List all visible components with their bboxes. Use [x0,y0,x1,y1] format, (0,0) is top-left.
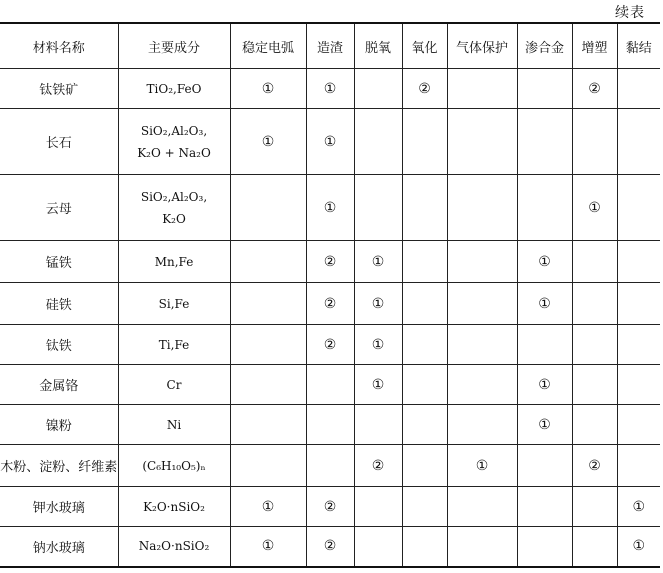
function-mark-cell [447,405,517,445]
components-cell [118,109,230,175]
function-mark-cell [402,365,447,405]
function-mark-cell [517,325,572,365]
component-line: Ti,Fe [158,337,190,352]
function-mark-cell [230,405,306,445]
components-cell [118,325,230,365]
table-row [0,445,660,487]
function-mark-cell: ① [306,175,354,241]
component-line: K₂O [162,211,186,226]
function-mark-cell: ① [517,283,572,325]
function-mark-cell [354,487,402,527]
function-mark-cell: ① [230,69,306,109]
material-name-cell: 钛铁矿 [0,69,118,109]
function-mark-cell: ① [306,109,354,175]
function-mark-cell [447,365,517,405]
material-name-cell: 云母 [0,175,118,241]
function-mark-cell [402,487,447,527]
function-mark-cell: ① [447,445,517,487]
function-mark-cell: ② [306,283,354,325]
table-row [0,405,660,445]
function-mark-cell: ① [517,405,572,445]
function-mark-cell [517,109,572,175]
function-mark-cell: ① [354,283,402,325]
component-line: K₂O + Na₂O [137,145,211,160]
function-mark-cell [617,325,660,365]
table-row [0,365,660,405]
function-mark-cell [230,241,306,283]
function-mark-cell [617,241,660,283]
function-mark-cell [402,241,447,283]
function-mark-cell [517,175,572,241]
function-mark-cell [572,527,617,567]
function-mark-cell: ① [230,527,306,567]
function-mark-cell [230,175,306,241]
table-row [0,175,660,241]
component-line: K₂O·nSiO₂ [143,499,205,514]
function-mark-cell [617,405,660,445]
function-mark-cell [447,527,517,567]
function-mark-cell: ② [306,325,354,365]
function-mark-cell: ② [306,487,354,527]
header-alloying: 渗合金 [517,23,572,69]
function-mark-cell [354,109,402,175]
material-name-cell: 金属铬 [0,365,118,405]
function-mark-cell [354,69,402,109]
material-name-cell: 钠水玻璃 [0,527,118,567]
header-material-name: 材料名称 [0,23,118,69]
components-cell [118,445,230,487]
material-name-cell: 锰铁 [0,241,118,283]
header-binding: 黏结 [617,23,660,69]
function-mark-cell [617,175,660,241]
header-deoxidation: 脱氧 [354,23,402,69]
component-line: TiO₂,FeO [146,81,202,96]
function-mark-cell [230,445,306,487]
components-cell [118,487,230,527]
function-mark-cell [447,283,517,325]
function-mark-cell [572,405,617,445]
function-mark-cell: ① [354,241,402,283]
table-caption: 续表 [615,5,645,21]
component-line: Mn,Fe [154,254,194,269]
header-slag-forming: 造渣 [306,23,354,69]
function-mark-cell [354,175,402,241]
function-mark-cell [306,365,354,405]
function-mark-cell [447,325,517,365]
component-line: Ni [166,417,182,432]
function-mark-cell: ② [354,445,402,487]
material-name-cell: 长石 [0,109,118,175]
function-mark-cell [402,527,447,567]
function-mark-cell: ① [306,69,354,109]
table-row [0,69,660,109]
header-stabilize-arc: 稳定电弧 [230,23,306,69]
function-mark-cell [230,283,306,325]
components-cell [118,283,230,325]
header-plasticizing: 增塑 [572,23,617,69]
function-mark-cell: ② [572,445,617,487]
function-mark-cell: ② [306,241,354,283]
function-mark-cell [572,283,617,325]
table-body [0,69,660,567]
function-mark-cell [572,241,617,283]
function-mark-cell: ① [572,175,617,241]
function-mark-cell [306,405,354,445]
function-mark-cell [572,109,617,175]
component-line: Na₂O·nSiO₂ [138,539,210,554]
function-mark-cell [517,487,572,527]
material-name-cell: 钛铁 [0,325,118,365]
materials-table [0,22,660,568]
function-mark-cell [354,405,402,445]
function-mark-cell: ① [230,109,306,175]
header-oxidation: 氧化 [402,23,447,69]
function-mark-cell [572,325,617,365]
material-name-cell: 钾水玻璃 [0,487,118,527]
function-mark-cell [617,69,660,109]
function-mark-cell [402,445,447,487]
material-name-cell: 硅铁 [0,283,118,325]
table-row [0,527,660,567]
function-mark-cell: ① [354,325,402,365]
components-cell [118,69,230,109]
function-mark-cell [617,109,660,175]
function-mark-cell [617,445,660,487]
function-mark-cell [572,487,617,527]
header-gas-shielding: 气体保护 [447,23,517,69]
function-mark-cell [402,175,447,241]
function-mark-cell [230,325,306,365]
function-mark-cell: ① [517,365,572,405]
components-cell [118,527,230,567]
function-mark-cell [354,527,402,567]
header-main-components: 主要成分 [118,23,230,69]
table-row [0,487,660,527]
function-mark-cell [572,365,617,405]
function-mark-cell: ① [354,365,402,405]
function-mark-cell [402,405,447,445]
material-name-cell: 木粉、淀粉、纤维素 [0,445,118,487]
function-mark-cell: ② [306,527,354,567]
function-mark-cell [447,487,517,527]
function-mark-cell: ① [617,487,660,527]
function-mark-cell: ② [402,69,447,109]
component-line: SiO₂,Al₂O₃, [140,123,208,138]
component-line: (C₆H₁₀O₅)ₙ [142,458,206,473]
function-mark-cell [517,527,572,567]
table-row [0,109,660,175]
table-row [0,241,660,283]
function-mark-cell [447,69,517,109]
components-cell [118,405,230,445]
header-row [0,23,660,69]
components-cell [118,241,230,283]
components-cell [118,365,230,405]
function-mark-cell [517,445,572,487]
function-mark-cell [447,109,517,175]
function-mark-cell: ① [617,527,660,567]
function-mark-cell: ② [572,69,617,109]
table-row [0,325,660,365]
function-mark-cell [402,283,447,325]
function-mark-cell [517,69,572,109]
function-mark-cell: ① [230,487,306,527]
material-name-cell: 镍粉 [0,405,118,445]
function-mark-cell [230,365,306,405]
function-mark-cell [402,325,447,365]
component-line: SiO₂,Al₂O₃, [140,189,208,204]
component-line: Cr [166,377,182,392]
function-mark-cell [447,241,517,283]
function-mark-cell: ① [517,241,572,283]
function-mark-cell [617,283,660,325]
function-mark-cell [617,365,660,405]
component-line: Si,Fe [158,296,190,311]
components-cell [118,175,230,241]
function-mark-cell [402,109,447,175]
function-mark-cell [306,445,354,487]
function-mark-cell [447,175,517,241]
table-row [0,283,660,325]
